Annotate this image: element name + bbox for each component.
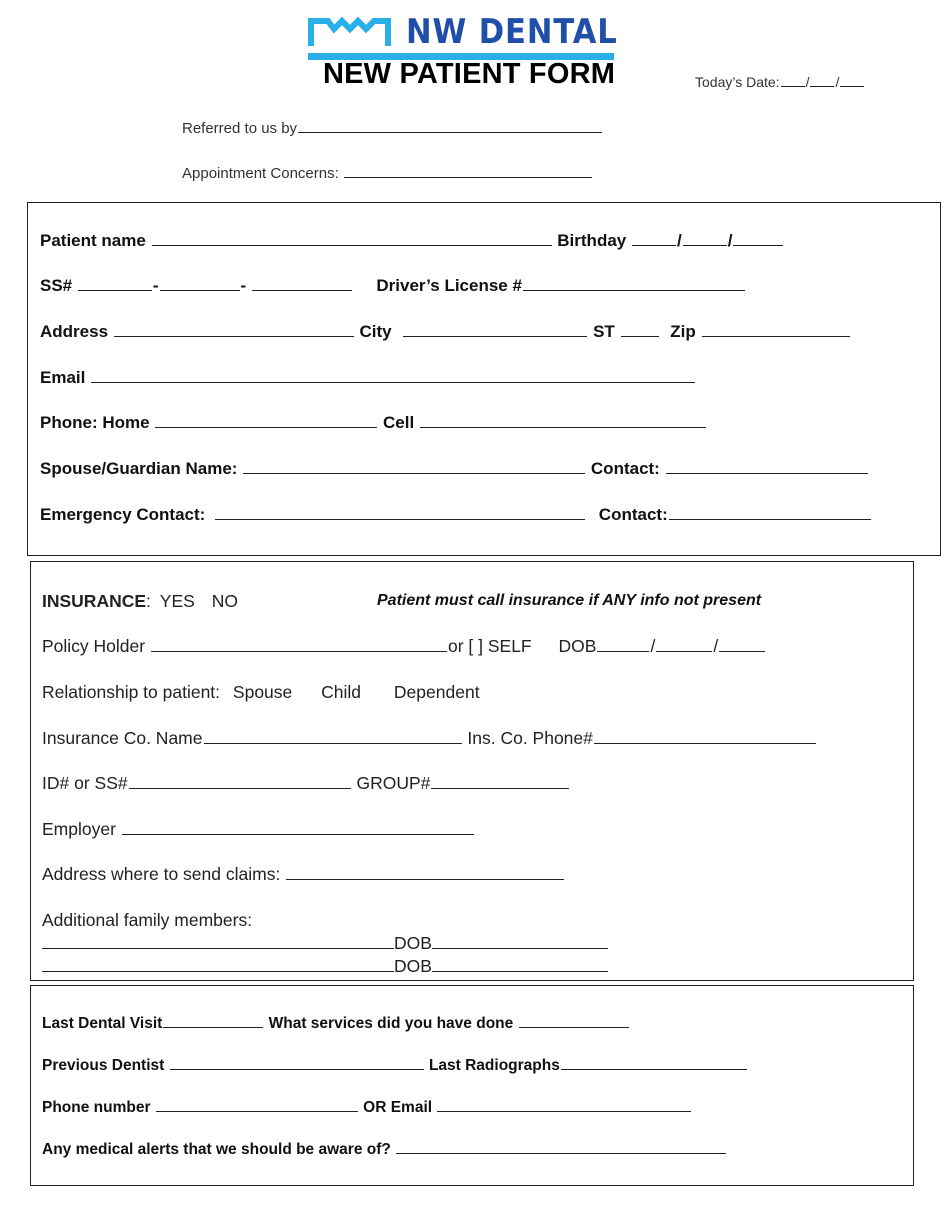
claims-address-row[interactable] [42,864,565,885]
last-visit-row[interactable] [42,1013,630,1033]
address-row[interactable] [40,322,851,342]
email-label: Email [40,368,86,387]
todays-date-field[interactable]: Today’s Date: / / [695,72,865,90]
self-checkbox[interactable]: or [ ] SELF [447,636,532,656]
dental-phone-row[interactable] [42,1097,692,1117]
drivers-license-label: Driver’s License # [376,276,522,295]
policy-dob-label: DOB [558,636,597,656]
emergency-contact-label: Emergency Contact: [40,505,206,524]
form-title: NEW PATIENT FORM [323,58,616,90]
or-email-label: OR Email [363,1099,433,1116]
family-member-line-2[interactable] [42,956,608,977]
family-dob-label-2: DOB [394,956,432,976]
emergency-contact-phone-label: Contact: [598,505,668,524]
insurance-no-option[interactable]: NO [211,591,238,611]
insurance-phone-label: Ins. Co. Phone# [467,728,593,748]
family-members-label: Additional family members: [42,910,253,930]
insurance-note: Patient must call insurance if ANY info not present [377,592,762,609]
policy-holder-row[interactable]: Policy Holder or [ ] SELF DOB / / [42,636,766,657]
patient-name-label: Patient name [40,231,146,250]
appointment-concerns-field[interactable] [182,163,593,182]
zip-label: Zip [670,322,696,341]
insurance-label: INSURANCE [42,591,147,611]
employer-label: Employer [42,819,116,839]
relationship-dependent-option[interactable]: Dependent [393,682,480,702]
referred-by-field[interactable] [182,118,603,137]
id-group-row[interactable] [42,773,570,794]
phone-number-label: Phone number [42,1099,151,1116]
family-member-line-1[interactable] [42,933,608,954]
medical-alerts-label: Any medical alerts that we should be aware of? [42,1141,391,1158]
insurance-company-row[interactable] [42,728,817,749]
services-label: What services did you have done [268,1015,514,1032]
spouse-guardian-row[interactable] [40,459,869,479]
family-dob-label-1: DOB [394,933,432,953]
logo [308,12,618,62]
ss-license-row[interactable]: SS# - - Driver’s License # [40,276,746,296]
insurance-company-label: Insurance Co. Name [42,728,203,748]
relationship-spouse-option[interactable]: Spouse [232,682,293,702]
phone-row[interactable] [40,413,707,433]
medical-alerts-row[interactable] [42,1139,727,1159]
insurance-yes-option[interactable]: YES [159,591,195,611]
insurance-row: INSURANCE: YES NO [42,591,238,611]
previous-dentist-row[interactable] [42,1055,748,1075]
previous-dentist-label: Previous Dentist [42,1057,165,1074]
relationship-row [42,682,480,703]
relationship-child-option[interactable]: Child [321,682,362,702]
appointment-concerns-label: Appointment Concerns: [182,165,339,182]
last-radiographs-label: Last Radiographs [428,1057,560,1074]
todays-date-label: Today’s Date: [695,74,780,90]
ss-label: SS# [40,276,73,295]
cell-label: Cell [383,413,415,432]
policy-holder-label: Policy Holder [42,636,146,656]
relationship-label: Relationship to patient: [42,682,221,702]
email-row[interactable] [40,368,696,388]
claims-address-label: Address where to send claims: [42,864,281,884]
employer-row[interactable] [42,819,475,840]
id-ss-label: ID# or SS# [42,773,128,793]
address-label: Address [40,322,109,341]
spouse-guardian-label: Spouse/Guardian Name: [40,459,238,478]
city-label: City [359,322,392,341]
group-label: GROUP# [356,773,431,793]
crown-icon [308,16,392,50]
spouse-contact-label: Contact: [590,459,660,478]
state-label: ST [593,322,615,341]
patient-name-row[interactable]: Patient name Birthday / / [40,231,784,251]
logo-wordmark: NW DENTAL [406,12,618,52]
referred-by-label: Referred to us by [182,120,298,137]
last-dental-visit-label: Last Dental Visit [42,1015,163,1032]
emergency-contact-row[interactable] [40,505,872,525]
birthday-label: Birthday [557,231,627,250]
phone-home-label: Phone: Home [40,413,150,432]
